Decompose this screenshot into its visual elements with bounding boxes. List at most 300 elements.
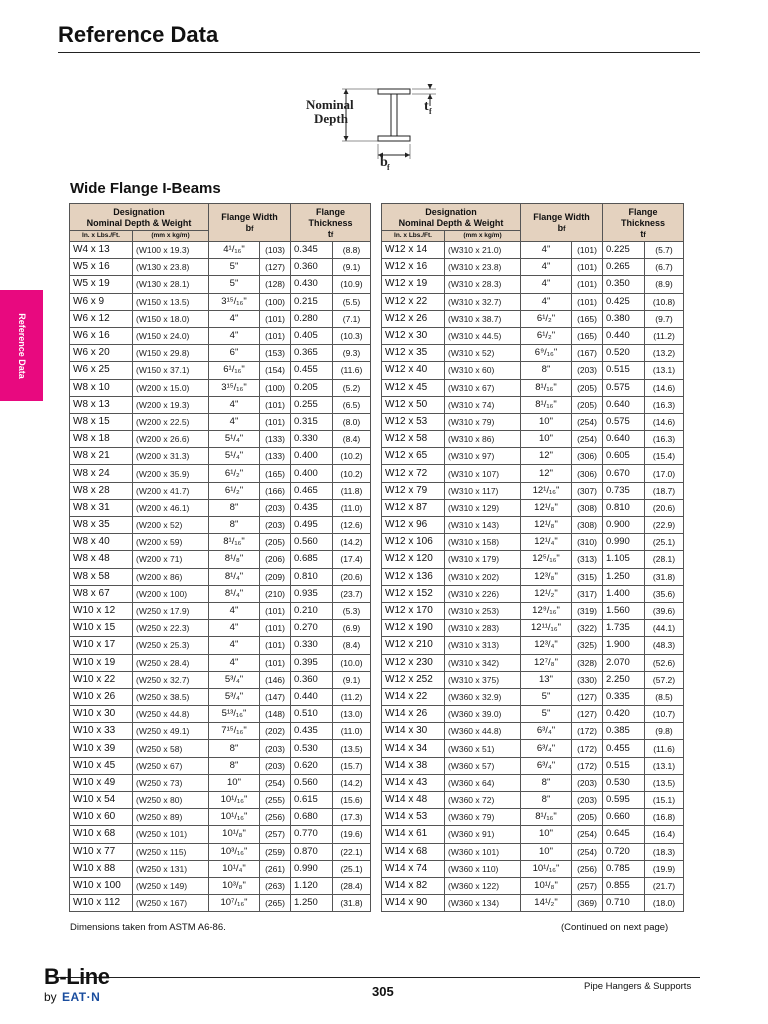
flange-width-in-cell: 4"	[521, 242, 572, 259]
flange-thickness-mm-cell: (10.0)	[333, 654, 371, 671]
flange-width-mm-cell: (203)	[260, 499, 291, 516]
flange-thickness-mm-cell: (52.6)	[645, 654, 684, 671]
table-row	[382, 774, 684, 791]
designation-mm-cell: (W250 x 38.5)	[133, 688, 209, 705]
designation-mm-cell: (W200 x 100)	[133, 585, 209, 602]
designation-in-cell: W12 x 19	[382, 276, 445, 293]
designation-mm-cell: (W360 x 57)	[445, 757, 521, 774]
designation-mm-cell: (W360 x 72)	[445, 792, 521, 809]
designation-mm-cell: (W250 x 67)	[133, 757, 209, 774]
flange-thickness-mm-cell: (22.9)	[645, 517, 684, 534]
flange-width-in-cell: 12¹/₈"	[521, 517, 572, 534]
flange-thickness-in-cell: 0.870	[291, 843, 333, 860]
flange-width-in-cell: 6³/₄"	[521, 740, 572, 757]
flange-thickness-in-cell: 2.250	[603, 671, 645, 688]
flange-thickness-in-cell: 0.400	[291, 465, 333, 482]
flange-width-in-cell: 6¹/₁₆"	[209, 362, 260, 379]
flange-thickness-in-cell: 0.435	[291, 723, 333, 740]
flange-thickness-in-cell: 0.990	[603, 534, 645, 551]
table-row	[382, 568, 684, 585]
designation-mm-cell: (W310 x 253)	[445, 602, 521, 619]
side-tab-label: Reference Data	[16, 312, 27, 379]
ibeam-diagram	[300, 84, 450, 174]
table-row	[382, 792, 684, 809]
designation-mm-cell: (W310 x 67)	[445, 379, 521, 396]
designation-in-cell: W14 x 22	[382, 688, 445, 705]
flange-width-mm-cell: (147)	[260, 688, 291, 705]
flange-width-in-cell: 10³/₈"	[209, 877, 260, 894]
designation-in-cell: W12 x 26	[382, 310, 445, 327]
flange-thickness-mm-cell: (9.1)	[333, 259, 371, 276]
flange-width-mm-cell: (205)	[572, 809, 603, 826]
designation-in-cell: W6 x 12	[70, 310, 133, 327]
flange-width-mm-cell: (254)	[260, 774, 291, 791]
table-row	[382, 860, 684, 877]
designation-mm-cell: (W130 x 23.8)	[133, 259, 209, 276]
designation-mm-cell: (W310 x 342)	[445, 654, 521, 671]
designation-mm-cell: (W200 x 46.1)	[133, 499, 209, 516]
flange-width-mm-cell: (256)	[572, 860, 603, 877]
flange-width-in-cell: 5"	[209, 259, 260, 276]
flange-width-mm-cell: (315)	[572, 568, 603, 585]
designation-mm-cell: (W360 x 64)	[445, 774, 521, 791]
table-row	[70, 740, 371, 757]
table-row	[70, 362, 371, 379]
flange-width-in-cell: 12¹/₈"	[521, 499, 572, 516]
table-row	[382, 242, 684, 259]
flange-width-in-cell: 5¹/₄"	[209, 431, 260, 448]
flange-thickness-in-cell: 0.640	[603, 431, 645, 448]
flange-thickness-mm-cell: (14.2)	[333, 774, 371, 791]
designation-in-cell: W14 x 90	[382, 895, 445, 912]
designation-in-cell: W4 x 13	[70, 242, 133, 259]
flange-thickness-in-cell: 0.440	[603, 327, 645, 344]
designation-mm-cell: (W200 x 71)	[133, 551, 209, 568]
designation-mm-cell: (W100 x 19.3)	[133, 242, 209, 259]
designation-in-cell: W8 x 13	[70, 396, 133, 413]
designation-in-cell: W12 x 252	[382, 671, 445, 688]
flange-thickness-mm-cell: (28.1)	[645, 551, 684, 568]
flange-thickness-in-cell: 0.510	[291, 706, 333, 723]
designation-in-cell: W12 x 22	[382, 293, 445, 310]
flange-width-mm-cell: (165)	[260, 465, 291, 482]
header-flange-width: Flange Width bf	[521, 204, 603, 242]
flange-thickness-mm-cell: (8.4)	[333, 431, 371, 448]
web	[391, 94, 397, 136]
flange-width-in-cell: 6"	[209, 345, 260, 362]
table-row	[382, 293, 684, 310]
flange-thickness-mm-cell: (31.8)	[333, 895, 371, 912]
table-row	[382, 551, 684, 568]
flange-thickness-mm-cell: (14.6)	[645, 413, 684, 430]
flange-width-mm-cell: (165)	[572, 310, 603, 327]
designation-mm-cell: (W310 x 375)	[445, 671, 521, 688]
flange-width-in-cell: 4¹/₁₆"	[209, 242, 260, 259]
flange-width-mm-cell: (101)	[260, 654, 291, 671]
flange-thickness-in-cell: 1.560	[603, 602, 645, 619]
designation-mm-cell: (W250 x 80)	[133, 792, 209, 809]
header-designation: Designation Nominal Depth & Weight	[382, 204, 521, 231]
table-row	[382, 706, 684, 723]
flange-thickness-mm-cell: (48.3)	[645, 637, 684, 654]
flange-thickness-mm-cell: (20.6)	[333, 568, 371, 585]
flange-width-mm-cell: (254)	[572, 843, 603, 860]
designation-in-cell: W10 x 45	[70, 757, 133, 774]
flange-thickness-in-cell: 0.530	[603, 774, 645, 791]
flange-thickness-in-cell: 0.215	[291, 293, 333, 310]
flange-thickness-in-cell: 0.265	[603, 259, 645, 276]
designation-mm-cell: (W360 x 122)	[445, 877, 521, 894]
designation-mm-cell: (W310 x 158)	[445, 534, 521, 551]
flange-thickness-mm-cell: (16.4)	[645, 826, 684, 843]
designation-in-cell: W8 x 67	[70, 585, 133, 602]
flange-width-mm-cell: (307)	[572, 482, 603, 499]
flange-width-in-cell: 4"	[521, 276, 572, 293]
flange-thickness-in-cell: 0.345	[291, 242, 333, 259]
table-row	[70, 706, 371, 723]
flange-thickness-in-cell: 0.455	[603, 740, 645, 757]
table-row	[70, 448, 371, 465]
flange-thickness-mm-cell: (19.6)	[333, 826, 371, 843]
table-row	[382, 895, 684, 912]
designation-mm-cell: (W250 x 17.9)	[133, 602, 209, 619]
table-row	[382, 327, 684, 344]
flange-width-in-cell: 4"	[209, 327, 260, 344]
flange-thickness-mm-cell: (17.0)	[645, 465, 684, 482]
flange-thickness-mm-cell: (10.8)	[645, 293, 684, 310]
flange-thickness-in-cell: 0.270	[291, 620, 333, 637]
designation-mm-cell: (W200 x 35.9)	[133, 465, 209, 482]
flange-width-in-cell: 5³/₄"	[209, 671, 260, 688]
flange-thickness-mm-cell: (13.2)	[645, 345, 684, 362]
table-row	[70, 413, 371, 430]
flange-thickness-in-cell: 0.225	[603, 242, 645, 259]
flange-width-in-cell: 8"	[209, 499, 260, 516]
flange-width-in-cell: 8"	[209, 740, 260, 757]
flange-width-mm-cell: (128)	[260, 276, 291, 293]
flange-thickness-in-cell: 1.735	[603, 620, 645, 637]
flange-thickness-mm-cell: (35.6)	[645, 585, 684, 602]
flange-thickness-in-cell: 1.120	[291, 877, 333, 894]
flange-width-in-cell: 4"	[209, 637, 260, 654]
flange-thickness-in-cell: 0.435	[291, 499, 333, 516]
flange-width-mm-cell: (308)	[572, 517, 603, 534]
designation-in-cell: W8 x 31	[70, 499, 133, 516]
flange-thickness-mm-cell: (7.1)	[333, 310, 371, 327]
designation-mm-cell: (W360 x 101)	[445, 843, 521, 860]
table-row	[382, 259, 684, 276]
designation-in-cell: W12 x 35	[382, 345, 445, 362]
flange-thickness-in-cell: 0.440	[291, 688, 333, 705]
flange-width-in-cell: 12⁷/₈"	[521, 654, 572, 671]
designation-mm-cell: (W310 x 107)	[445, 465, 521, 482]
flange-thickness-in-cell: 0.395	[291, 654, 333, 671]
designation-mm-cell: (W310 x 226)	[445, 585, 521, 602]
flange-thickness-mm-cell: (6.7)	[645, 259, 684, 276]
designation-mm-cell: (W310 x 129)	[445, 499, 521, 516]
flange-thickness-in-cell: 0.645	[603, 826, 645, 843]
flange-thickness-in-cell: 0.315	[291, 413, 333, 430]
header-sub-mm: (mm x kg/m)	[445, 231, 521, 242]
flange-thickness-in-cell: 0.280	[291, 310, 333, 327]
table-row	[70, 602, 371, 619]
table-row	[382, 602, 684, 619]
flange-width-mm-cell: (203)	[260, 740, 291, 757]
flange-width-mm-cell: (101)	[260, 602, 291, 619]
flange-width-mm-cell: (202)	[260, 723, 291, 740]
flange-thickness-mm-cell: (5.2)	[333, 379, 371, 396]
designation-in-cell: W10 x 77	[70, 843, 133, 860]
flange-width-mm-cell: (165)	[572, 327, 603, 344]
designation-in-cell: W8 x 28	[70, 482, 133, 499]
table-row	[70, 809, 371, 826]
designation-mm-cell: (W310 x 52)	[445, 345, 521, 362]
flange-thickness-mm-cell: (13.1)	[645, 757, 684, 774]
flange-thickness-mm-cell: (17.3)	[333, 809, 371, 826]
flange-width-mm-cell: (257)	[572, 877, 603, 894]
designation-mm-cell: (W200 x 26.6)	[133, 431, 209, 448]
flange-width-mm-cell: (101)	[572, 276, 603, 293]
flange-thickness-mm-cell: (16.8)	[645, 809, 684, 826]
flange-thickness-mm-cell: (11.6)	[645, 740, 684, 757]
designation-in-cell: W12 x 136	[382, 568, 445, 585]
designation-mm-cell: (W310 x 313)	[445, 637, 521, 654]
designation-in-cell: W10 x 88	[70, 860, 133, 877]
bottom-flange	[378, 136, 410, 141]
diagram-label-tf: t	[424, 99, 429, 114]
flange-thickness-mm-cell: (13.5)	[645, 774, 684, 791]
designation-in-cell: W5 x 19	[70, 276, 133, 293]
flange-width-mm-cell: (172)	[572, 723, 603, 740]
flange-width-mm-cell: (254)	[572, 431, 603, 448]
designation-in-cell: W10 x 17	[70, 637, 133, 654]
flange-thickness-in-cell: 0.615	[291, 792, 333, 809]
flange-width-mm-cell: (254)	[572, 826, 603, 843]
flange-thickness-in-cell: 1.105	[603, 551, 645, 568]
flange-width-mm-cell: (101)	[260, 310, 291, 327]
flange-width-in-cell: 8"	[521, 774, 572, 791]
flange-width-mm-cell: (313)	[572, 551, 603, 568]
header-sub-in: In. x Lbs./Ft.	[382, 231, 445, 242]
flange-thickness-in-cell: 0.640	[603, 396, 645, 413]
designation-in-cell: W12 x 79	[382, 482, 445, 499]
designation-in-cell: W10 x 15	[70, 620, 133, 637]
flange-width-in-cell: 8¹/₄"	[209, 568, 260, 585]
table-row	[70, 774, 371, 791]
flange-thickness-mm-cell: (5.7)	[645, 242, 684, 259]
designation-in-cell: W12 x 40	[382, 362, 445, 379]
footnote-continued: (Continued on next page)	[561, 922, 669, 933]
table-row	[382, 620, 684, 637]
flange-thickness-in-cell: 1.400	[603, 585, 645, 602]
table-row	[70, 259, 371, 276]
table-row	[70, 431, 371, 448]
flange-thickness-mm-cell: (11.2)	[333, 688, 371, 705]
flange-thickness-mm-cell: (10.9)	[333, 276, 371, 293]
designation-mm-cell: (W250 x 131)	[133, 860, 209, 877]
table-row	[70, 637, 371, 654]
designation-mm-cell: (W310 x 86)	[445, 431, 521, 448]
designation-in-cell: W14 x 30	[382, 723, 445, 740]
flange-width-in-cell: 10¹/₈"	[521, 877, 572, 894]
table-row	[70, 757, 371, 774]
flange-thickness-in-cell: 0.495	[291, 517, 333, 534]
flange-thickness-mm-cell: (13.5)	[333, 740, 371, 757]
designation-in-cell: W14 x 34	[382, 740, 445, 757]
table-row	[382, 431, 684, 448]
designation-in-cell: W6 x 20	[70, 345, 133, 362]
flange-width-in-cell: 13"	[521, 671, 572, 688]
flange-width-mm-cell: (369)	[572, 895, 603, 912]
flange-thickness-mm-cell: (6.5)	[333, 396, 371, 413]
flange-width-in-cell: 8¹/₄"	[209, 585, 260, 602]
flange-width-mm-cell: (133)	[260, 448, 291, 465]
flange-width-mm-cell: (325)	[572, 637, 603, 654]
flange-width-mm-cell: (206)	[260, 551, 291, 568]
flange-thickness-mm-cell: (39.6)	[645, 602, 684, 619]
flange-thickness-in-cell: 0.455	[291, 362, 333, 379]
flange-thickness-in-cell: 0.810	[291, 568, 333, 585]
flange-width-mm-cell: (203)	[260, 517, 291, 534]
designation-mm-cell: (W310 x 79)	[445, 413, 521, 430]
flange-width-in-cell: 10¹/₁₆"	[521, 860, 572, 877]
flange-thickness-in-cell: 0.360	[291, 259, 333, 276]
flange-thickness-in-cell: 0.680	[291, 809, 333, 826]
designation-mm-cell: (W310 x 283)	[445, 620, 521, 637]
flange-width-in-cell: 14¹/₂"	[521, 895, 572, 912]
table-row	[382, 310, 684, 327]
flange-thickness-in-cell: 0.810	[603, 499, 645, 516]
flange-thickness-in-cell: 0.420	[603, 706, 645, 723]
table-row	[70, 379, 371, 396]
designation-in-cell: W12 x 72	[382, 465, 445, 482]
flange-width-mm-cell: (306)	[572, 448, 603, 465]
flange-width-mm-cell: (146)	[260, 671, 291, 688]
flange-width-in-cell: 5¹/₄"	[209, 448, 260, 465]
flange-thickness-in-cell: 2.070	[603, 654, 645, 671]
table-row	[382, 671, 684, 688]
flange-thickness-mm-cell: (23.7)	[333, 585, 371, 602]
flange-thickness-in-cell: 1.900	[603, 637, 645, 654]
designation-in-cell: W12 x 30	[382, 327, 445, 344]
designation-in-cell: W14 x 26	[382, 706, 445, 723]
flange-width-in-cell: 8¹/₁₆"	[521, 396, 572, 413]
flange-thickness-in-cell: 0.515	[603, 362, 645, 379]
flange-thickness-mm-cell: (5.5)	[333, 293, 371, 310]
table-row	[382, 517, 684, 534]
beam-table-left	[69, 203, 371, 912]
flange-thickness-mm-cell: (15.7)	[333, 757, 371, 774]
footer-divider	[58, 977, 700, 978]
table-row	[70, 499, 371, 516]
flange-width-mm-cell: (254)	[572, 413, 603, 430]
designation-mm-cell: (W310 x 117)	[445, 482, 521, 499]
designation-in-cell: W10 x 30	[70, 706, 133, 723]
table-row	[382, 723, 684, 740]
designation-in-cell: W14 x 68	[382, 843, 445, 860]
flange-thickness-in-cell: 0.605	[603, 448, 645, 465]
table-row	[382, 585, 684, 602]
flange-width-in-cell: 12"	[521, 465, 572, 482]
eaton-logo: EAT·N	[62, 990, 101, 1004]
flange-thickness-mm-cell: (9.3)	[333, 345, 371, 362]
flange-width-in-cell: 12"	[521, 448, 572, 465]
designation-in-cell: W8 x 15	[70, 413, 133, 430]
designation-in-cell: W6 x 25	[70, 362, 133, 379]
flange-width-mm-cell: (203)	[572, 362, 603, 379]
flange-thickness-mm-cell: (11.8)	[333, 482, 371, 499]
flange-thickness-mm-cell: (11.0)	[333, 723, 371, 740]
flange-width-in-cell: 5¹³/₁₆"	[209, 706, 260, 723]
flange-width-in-cell: 3¹⁵/₁₆"	[209, 293, 260, 310]
designation-mm-cell: (W310 x 74)	[445, 396, 521, 413]
flange-thickness-in-cell: 0.990	[291, 860, 333, 877]
flange-width-in-cell: 5"	[521, 688, 572, 705]
diagram-label-bf-sub: f	[387, 163, 390, 172]
designation-mm-cell: (W360 x 39.0)	[445, 706, 521, 723]
header-designation: Designation Nominal Depth & Weight	[70, 204, 209, 231]
diagram-label-depth: Depth	[314, 111, 348, 126]
flange-width-mm-cell: (257)	[260, 826, 291, 843]
flange-width-mm-cell: (317)	[572, 585, 603, 602]
table-row	[70, 465, 371, 482]
flange-thickness-mm-cell: (14.2)	[333, 534, 371, 551]
designation-in-cell: W10 x 22	[70, 671, 133, 688]
table-row	[382, 413, 684, 430]
table-row	[382, 637, 684, 654]
designation-in-cell: W12 x 152	[382, 585, 445, 602]
designation-mm-cell: (W250 x 73)	[133, 774, 209, 791]
flange-width-in-cell: 4"	[209, 396, 260, 413]
flange-thickness-mm-cell: (15.4)	[645, 448, 684, 465]
page-number: 305	[372, 984, 394, 999]
footer-section-name: Pipe Hangers & Supports	[584, 981, 692, 992]
header-flange-thickness: Flange Thickness tf	[603, 204, 684, 242]
flange-width-mm-cell: (133)	[260, 431, 291, 448]
flange-width-mm-cell: (100)	[260, 293, 291, 310]
flange-width-in-cell: 8¹/₁₆"	[209, 534, 260, 551]
table-row	[70, 723, 371, 740]
flange-width-in-cell: 6¹/₂"	[209, 482, 260, 499]
flange-width-mm-cell: (101)	[260, 327, 291, 344]
flange-width-in-cell: 6³/₄"	[521, 757, 572, 774]
table-row	[70, 826, 371, 843]
designation-in-cell: W10 x 19	[70, 654, 133, 671]
flange-width-in-cell: 10"	[209, 774, 260, 791]
designation-mm-cell: (W250 x 44.8)	[133, 706, 209, 723]
designation-mm-cell: (W150 x 37.1)	[133, 362, 209, 379]
table-row	[70, 568, 371, 585]
designation-mm-cell: (W150 x 13.5)	[133, 293, 209, 310]
designation-mm-cell: (W360 x 51)	[445, 740, 521, 757]
flange-width-in-cell: 6¹/₂"	[521, 310, 572, 327]
flange-width-mm-cell: (167)	[572, 345, 603, 362]
flange-thickness-mm-cell: (25.1)	[645, 534, 684, 551]
designation-in-cell: W14 x 38	[382, 757, 445, 774]
flange-thickness-mm-cell: (11.6)	[333, 362, 371, 379]
flange-thickness-in-cell: 0.560	[291, 534, 333, 551]
table-row	[70, 293, 371, 310]
designation-mm-cell: (W250 x 58)	[133, 740, 209, 757]
flange-width-in-cell: 10"	[521, 843, 572, 860]
designation-mm-cell: (W130 x 28.1)	[133, 276, 209, 293]
flange-thickness-in-cell: 0.575	[603, 379, 645, 396]
flange-thickness-mm-cell: (31.8)	[645, 568, 684, 585]
flange-thickness-mm-cell: (15.1)	[645, 792, 684, 809]
flange-width-mm-cell: (203)	[572, 774, 603, 791]
flange-thickness-in-cell: 0.575	[603, 413, 645, 430]
header-sub-in: In. x Lbs./Ft.	[70, 231, 133, 242]
